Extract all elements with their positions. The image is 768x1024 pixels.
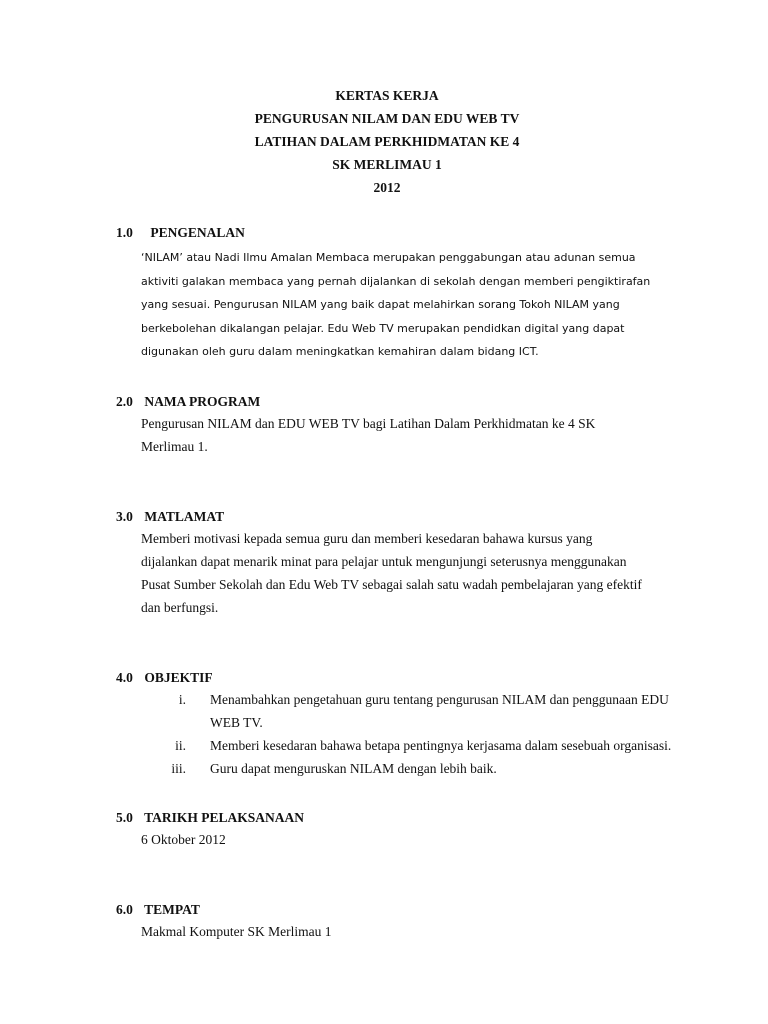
section-number: 4.0 — [116, 670, 133, 685]
body-line: digunakan oleh guru dalam meningkatkan kemahiran dalam bidang ICT. — [141, 345, 539, 358]
body-line: aktiviti galakan membaca yang pernah dijalankan di sekolah dengan memberi pengiktirafan — [141, 274, 651, 288]
body-line: Pusat Sumber Sekolah dan Edu Web TV sebagai salah satu wadah pembelajaran yang efektif — [141, 577, 642, 592]
section-title: NAMA PROGRAM — [144, 394, 261, 409]
body-line: ‘NILAM’ atau Nadi Ilmu Amalan Membaca merupakan penggabungan atau adunan semua — [141, 251, 636, 264]
section-number: 1.0 — [116, 225, 133, 240]
section-heading — [116, 507, 678, 527]
objective-list — [141, 688, 678, 780]
section-heading — [116, 668, 678, 688]
section-body — [141, 243, 678, 364]
title-line: 2012 — [373, 180, 401, 195]
body-line: 6 Oktober 2012 — [141, 832, 226, 847]
list-item — [141, 734, 678, 757]
section-body — [141, 828, 678, 851]
list-item-line: WEB TV. — [210, 715, 263, 730]
section-number: 2.0 — [116, 394, 133, 409]
section-title: MATLAMAT — [144, 509, 225, 524]
section-title: PENGENALAN — [150, 225, 245, 240]
list-item-line: Menambahkan pengetahuan guru tentang pengurusan NILAM dan penggunaan EDU — [210, 692, 669, 707]
title-line: KERTAS KERJA — [335, 88, 439, 103]
section-body — [141, 527, 678, 619]
document-title-block — [0, 84, 768, 199]
section-objektif — [116, 668, 678, 780]
list-item — [141, 757, 678, 780]
title-line: SK MERLIMAU 1 — [332, 157, 442, 172]
body-line: dan berfungsi. — [141, 600, 219, 615]
section-heading — [116, 392, 678, 412]
list-item-line: Guru dapat menguruskan NILAM dengan lebih baik. — [210, 761, 497, 776]
title-line: LATIHAN DALAM PERKHIDMATAN KE 4 — [254, 134, 520, 149]
body-line: Memberi motivasi kepada semua guru dan memberi kesedaran bahawa kursus yang — [141, 531, 593, 546]
section-number: 6.0 — [116, 902, 133, 917]
section-heading — [116, 808, 678, 828]
section-body — [141, 920, 678, 943]
list-item — [141, 688, 678, 734]
body-line: Merlimau 1. — [141, 439, 208, 454]
list-marker: iii. — [171, 761, 186, 776]
section-number: 3.0 — [116, 509, 133, 524]
section-tempat — [116, 900, 678, 943]
body-line: dijalankan dapat menarik minat para pelajar untuk mengunjungi seterusnya menggunakan — [141, 554, 627, 569]
section-matlamat — [116, 507, 678, 619]
section-number: 5.0 — [116, 810, 133, 825]
list-marker: i. — [178, 692, 186, 707]
section-nama-program — [116, 392, 678, 458]
section-title: TEMPAT — [144, 902, 200, 917]
body-line: yang sesuai. Pengurusan NILAM yang baik dapat melahirkan sorang Tokoh NILAM yang — [141, 298, 620, 311]
title-line: PENGURUSAN NILAM DAN EDU WEB TV — [254, 111, 520, 126]
section-title: TARIKH PELAKSANAAN — [144, 810, 305, 825]
section-pengenalan — [116, 223, 678, 364]
list-item-line: Memberi kesedaran bahawa betapa pentingnya kerjasama dalam sesebuah organisasi. — [210, 738, 672, 753]
body-line: Pengurusan NILAM dan EDU WEB TV bagi Latihan Dalam Perkhidmatan ke 4 SK — [141, 416, 596, 431]
section-tarikh-pelaksanaan — [116, 808, 678, 851]
section-heading — [116, 223, 678, 243]
section-body — [141, 412, 678, 458]
body-line: berkebolehan dikalangan pelajar. Edu Web TV merupakan pendidkan digital yang dapat — [141, 321, 625, 335]
list-marker: ii. — [175, 738, 186, 753]
body-line: Makmal Komputer SK Merlimau 1 — [141, 924, 332, 939]
section-heading — [116, 900, 678, 920]
section-title: OBJEKTIF — [144, 670, 213, 685]
